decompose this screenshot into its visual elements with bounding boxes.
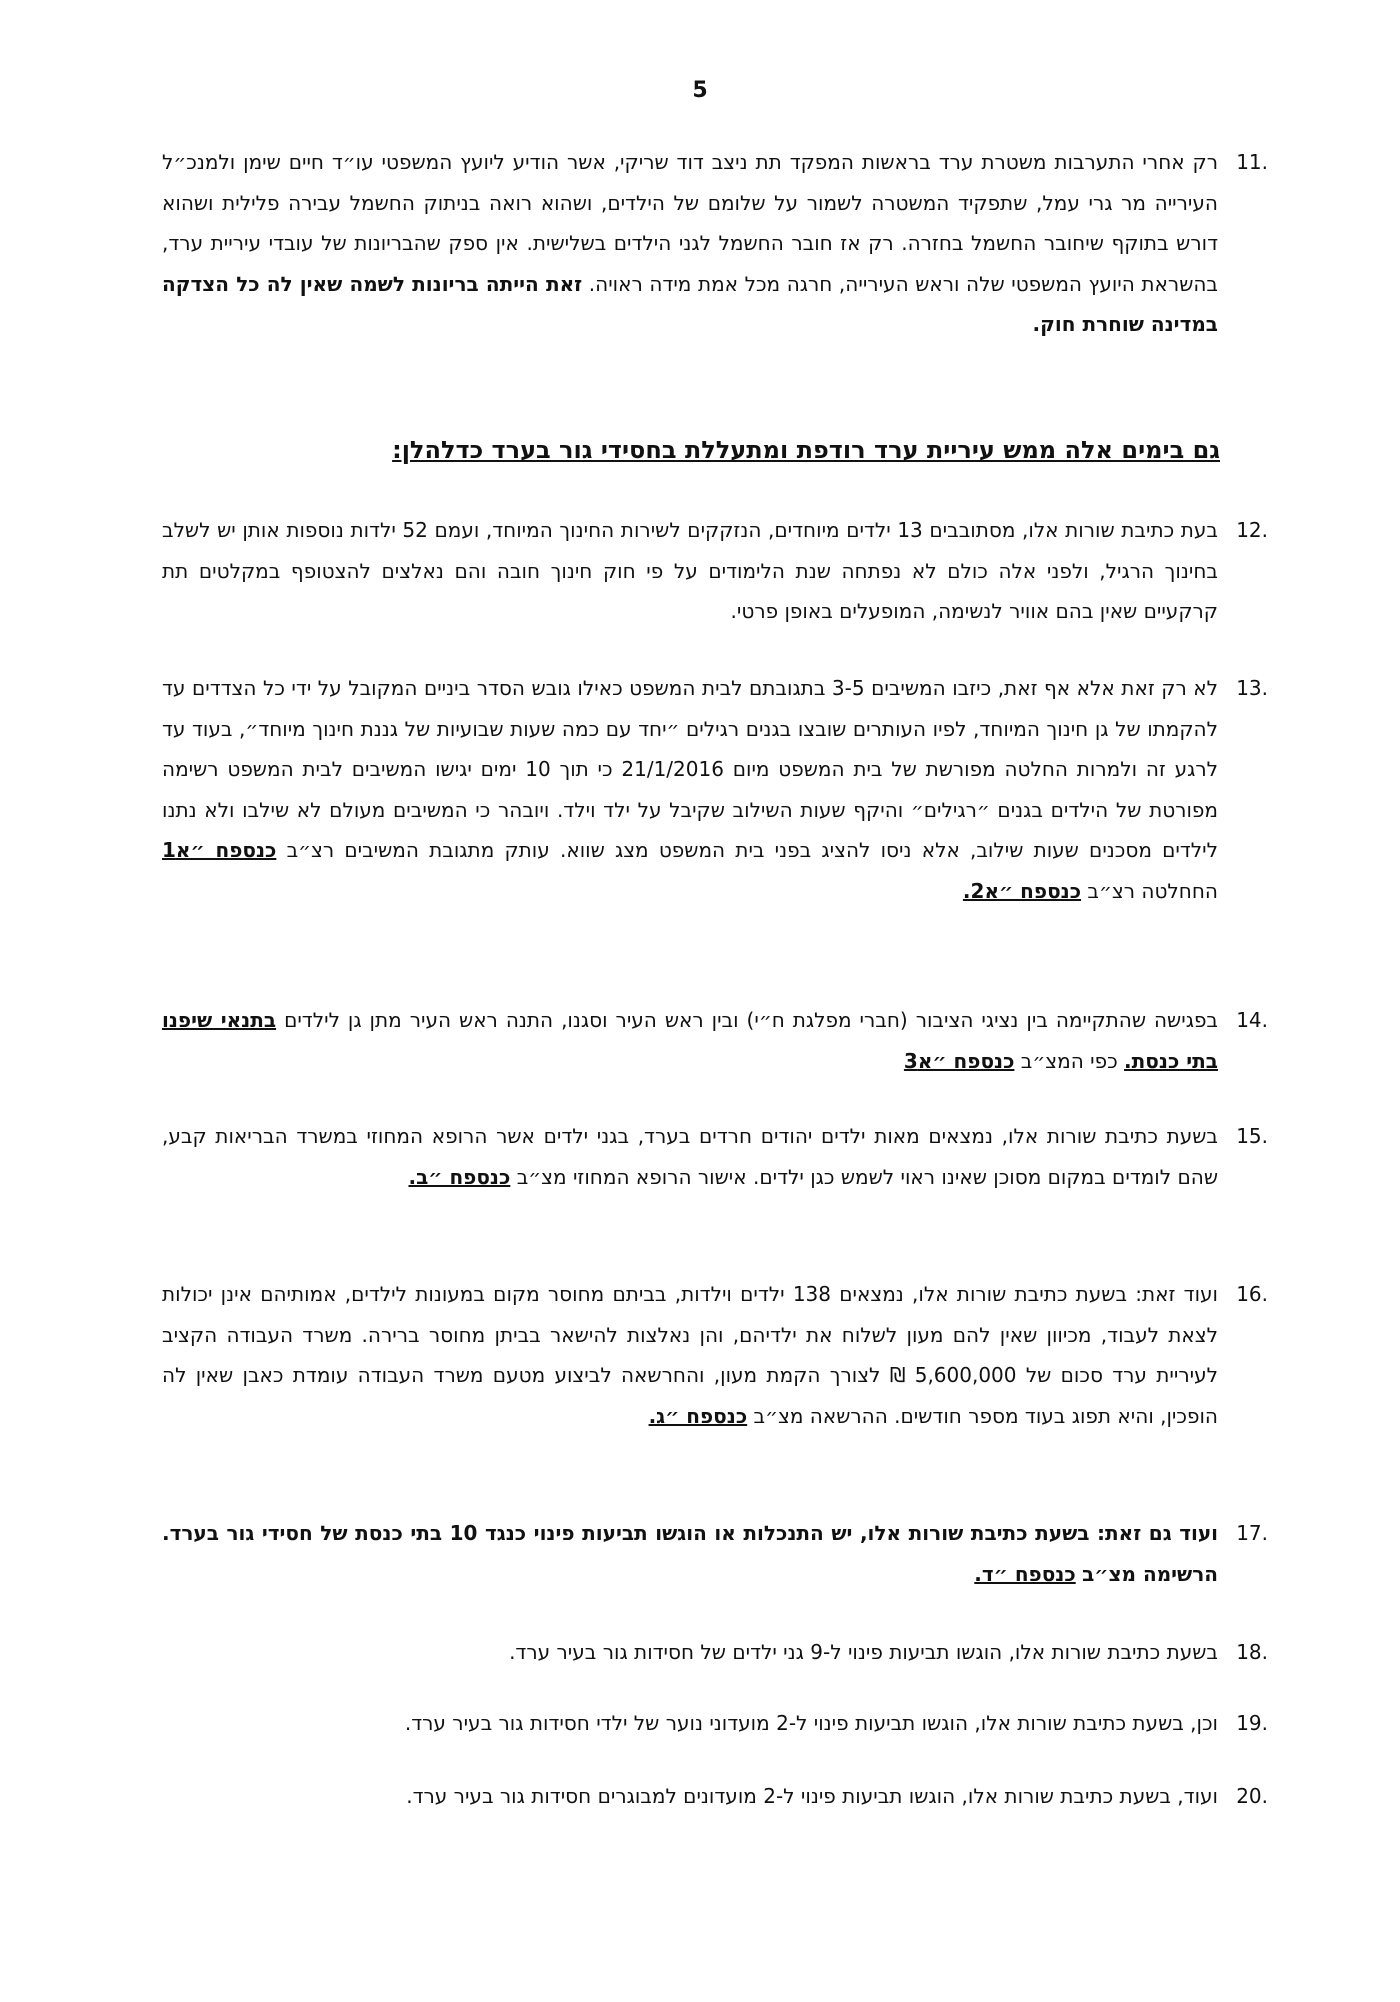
page-number: 5 xyxy=(692,78,708,103)
annex-reference: כנספח ״ד. xyxy=(974,1561,1076,1586)
paragraph-18 xyxy=(162,1632,1268,1673)
paragraph-20 xyxy=(162,1776,1268,1817)
paragraph-bold-text: בתנאי שיפנו בתי כנסת. xyxy=(162,1008,1218,1073)
paragraph-text-2: החחלטה רצ״ב xyxy=(1087,878,1218,903)
annex-reference: כנספח ״ב. xyxy=(408,1164,511,1189)
paragraph-number: 11. xyxy=(1236,150,1268,174)
annex-reference-2: כנספח ״א2. xyxy=(962,878,1082,903)
paragraph-number: 15. xyxy=(1236,1124,1268,1148)
paragraph-text: לא רק זאת אלא אף זאת, כיזבו המשיבים 3-5 בתגובתם לבית המשפט כאילו גובש הסדר ביניים המקובל על ידי כל הצדדים עד להקמתו של גן חינוך המיוחד, לפיו העותרים שובצו בגנים רגילים ״יחד עם כמה שעות שבועיות של גננת חינוך מיוחד״, בעוד עד לרגע זה ולמרות החלטה מפורשת של בית המשפט מיום 21/1/2016 כי תוך 10 ימים יגישו המשיבים לבית המשפט רשימה מפורטת של הילדים בגנים ״רגילים״ והיקף שעות השילוב שקיבל על ילד וילד. ויובהר כי המשיבים מעולם לא שילבו ולא נתנו לילדים מסכנים שעות שילוב, אלא ניסו להציג בפני בית המשפט מצג שווא. עותק מתגובת המשיבים רצ״ב xyxy=(162,676,1218,862)
paragraph-12 xyxy=(162,510,1268,632)
paragraph-text: בשעת כתיבת שורות אלו, נמצאים מאות ילדים יהודים חרדים בערד, בגני ילדים אשר הרופא המחוזי במשרד הבריאות קבע, שהם לומדים במקום מסוכן שאינו ראוי לשמש כגן ילדים. אישור הרופא המחוזי מצ״ב xyxy=(162,1124,1218,1189)
paragraph-number: 12. xyxy=(1236,518,1268,542)
paragraph-text: ועוד זאת: בשעת כתיבת שורות אלו, נמצאים 138 ילדים וילדות, בביתם מחוסר מקום במעונות לילדים, אמותיהם אינן יכולות לצאת לעבוד, מכיוון שאין להם מעון לשלוח את ילדיהם, והן נאלצות להישאר בביתן מחוסר ברירה. משרד העבודה הקציב לעיריית ערד סכום של 5,600,000 ₪ לצורך הקמת מעון, והחרשאה לביצוע מטעם משרד העבודה עומדת כאבן שאין לה הופכין, והיא תפוג בעוד מספר חודשים. ההרשאה מצ״ב xyxy=(162,1282,1218,1428)
paragraph-bold-text: זאת הייתה בריונות לשמה שאין לה כל הצדקה במדינה שוחרת חוק. xyxy=(162,271,1218,336)
paragraph-number: 13. xyxy=(1236,676,1268,700)
paragraph-16 xyxy=(162,1274,1268,1436)
paragraph-number: 18. xyxy=(1236,1640,1268,1664)
paragraph-number: 20. xyxy=(1236,1784,1268,1808)
annex-reference: כנספח ״א1 xyxy=(162,838,277,862)
paragraph-13 xyxy=(162,668,1268,911)
paragraph-15 xyxy=(162,1116,1268,1197)
paragraph-19 xyxy=(162,1703,1268,1744)
annex-reference: כנספח ״ג. xyxy=(648,1403,748,1428)
paragraph-number: 17. xyxy=(1236,1521,1268,1545)
paragraph-14 xyxy=(162,1000,1268,1081)
paragraph-bold-text: ועוד גם זאת: בשעת כתיבת שורות אלו, יש התנכלות או הוגשו תביעות פינוי כנגד 10 בתי כנסת של חסידי גור בערד. הרשימה מצ״ב xyxy=(162,1521,1219,1586)
annex-reference: כנספח ״א3 xyxy=(903,1048,1015,1073)
paragraph-text: בשעת כתיבת שורות אלו, הוגשו תביעות פינוי ל-9 גני ילדים של חסידות גור בעיר ערד. xyxy=(509,1640,1218,1664)
paragraph-number: 19. xyxy=(1236,1711,1268,1735)
paragraph-text: רק אחרי התערבות משטרת ערד בראשות המפקד תת ניצב דוד שריקי, אשר הודיע ליועץ המשפטי עו״ד חיים שימן ולמנכ״ל העירייה מר גרי עמל, שתפקיד המשטרה לשמור על שלומם של הילדים, ושהוא רואה בניתוק החשמל עבירה פלילית ושהוא דורש בתוקף שיחובר החשמל בחזרה. רק אז חובר החשמל לגני הילדים בשלישית. אין ספק שהבריונות של עובדי עיריית ערד, בהשראת היועץ המשפטי שלה וראש העירייה, חרגה מכל אמת מידה ראויה. xyxy=(162,150,1218,296)
paragraph-number: 16. xyxy=(1236,1282,1268,1306)
paragraph-text: בפגישה שהתקיימה בין נציגי הציבור (חברי מפלגת ח״י) ובין ראש העיר וסגנו, התנה ראש העיר מתן גן לילדים xyxy=(284,1008,1218,1032)
section-heading: גם בימים אלה ממש עיריית ערד רודפת ומתעללת בחסידי גור בערד כדלהלן: xyxy=(392,436,1220,464)
paragraph-text: וכן, בשעת כתיבת שורות אלו, הוגשו תביעות פינוי ל-2 מועדוני נוער של ילדי חסידות גור בעיר ערד. xyxy=(404,1711,1218,1735)
paragraph-text-2: כפי המצ״ב xyxy=(1020,1048,1118,1073)
paragraph-text: בעת כתיבת שורות אלו, מסתובבים 13 ילדים מיוחדים, הנזקקים לשירות החינוך המיוחד, ועמם 52 ילדות נוספות אותן יש לשלב בחינוך הרגיל, ולפני אלה כולם לא נפתחה שנת הלימודים על פי חוק חינוך חובה והם נאלצים להצטופף במקלטים תת קרקעיים שאין בהם אוויר לנשימה, המופעלים באופן פרטי. xyxy=(162,518,1218,623)
paragraph-17 xyxy=(162,1513,1268,1594)
paragraph-text: ועוד, בשעת כתיבת שורות אלו, הוגשו תביעות פינוי ל-2 מועדונים למבוגרים חסידות גור בעיר ערד. xyxy=(406,1784,1218,1808)
paragraph-11 xyxy=(162,142,1268,345)
paragraph-number: 14. xyxy=(1236,1008,1268,1032)
